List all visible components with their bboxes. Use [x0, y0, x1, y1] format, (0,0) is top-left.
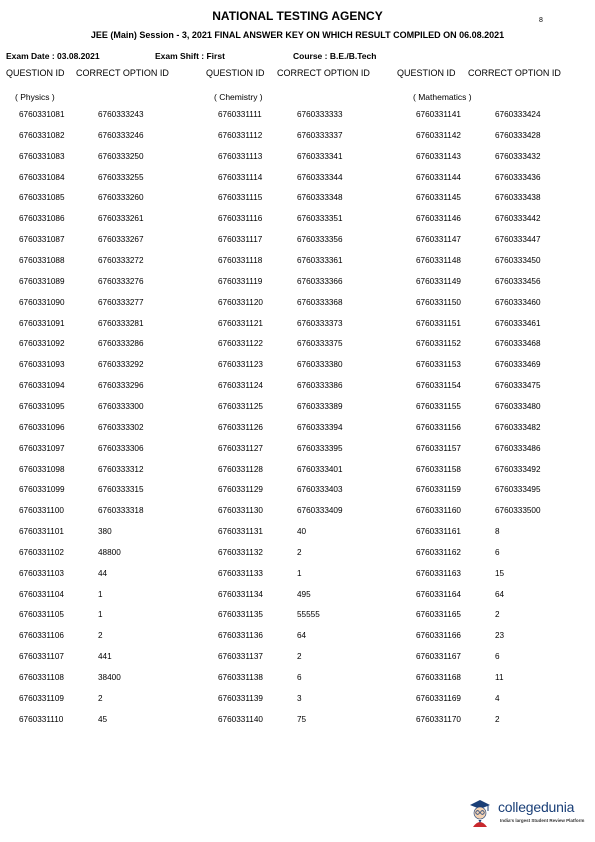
mathematics-correct-option-id: 6760333469	[495, 360, 541, 370]
mathematics-question-id: 6760331155	[416, 401, 461, 411]
chemistry-correct-option-id: 6760333344	[297, 172, 343, 182]
chemistry-correct-option-id: 495	[297, 589, 311, 599]
physics-question-id: 6760331083	[19, 151, 65, 161]
chemistry-correct-option-id: 55555	[297, 610, 320, 620]
col-header-question-id-3: QUESTION ID	[397, 68, 456, 78]
physics-correct-option-id: 6760333286	[98, 339, 144, 349]
physics-question-id: 6760331107	[19, 652, 64, 662]
physics-correct-option-id: 6760333302	[98, 422, 144, 432]
chemistry-question-id: 6760331131	[218, 527, 263, 536]
physics-correct-option-id: 6760333276	[98, 276, 144, 286]
mathematics-correct-option-id: 6760333432	[495, 151, 541, 161]
mathematics-correct-option-id: 6	[495, 652, 500, 662]
chemistry-correct-option-id: 2	[297, 652, 302, 662]
mathematics-question-id: 6760331164	[416, 589, 461, 599]
physics-correct-option-id: 6760333272	[98, 256, 144, 265]
page-number: 8	[539, 17, 543, 24]
agency-title: NATIONAL TESTING AGENCY	[212, 9, 383, 23]
mathematics-correct-option-id: 6760333492	[495, 464, 541, 474]
mathematics-question-id: 6760331170	[416, 714, 461, 724]
mathematics-question-id: 6760331154	[416, 381, 461, 391]
chemistry-correct-option-id: 75	[297, 714, 307, 724]
chemistry-correct-option-id: 40	[297, 527, 307, 536]
mathematics-correct-option-id: 6760333456	[495, 276, 541, 286]
mathematics-question-id: 6760331149	[416, 276, 461, 286]
physics-question-id: 6760331109	[19, 693, 64, 703]
chemistry-question-id: 6760331120	[218, 297, 263, 307]
physics-question-id: 6760331108	[19, 673, 64, 682]
physics-question-id: 6760331081	[19, 110, 65, 119]
physics-correct-option-id: 2	[98, 631, 103, 641]
chemistry-question-id: 6760331135	[218, 610, 263, 620]
mathematics-correct-option-id: 6760333500	[495, 506, 541, 516]
col-header-correct-option-1: CORRECT OPTION ID	[76, 68, 169, 78]
chemistry-question-id: 6760331111	[218, 110, 262, 119]
mathematics-question-id: 6760331146	[416, 214, 461, 224]
physics-question-id: 6760331082	[19, 130, 65, 140]
answer-key-title: JEE (Main) Session - 3, 2021 FINAL ANSWER KEY ON WHICH RESULT COMPILED ON 06.08.2021	[90, 30, 505, 40]
chemistry-question-id: 6760331117	[218, 235, 263, 245]
physics-question-id: 6760331092	[19, 339, 65, 349]
chemistry-correct-option-id: 6760333333	[297, 110, 343, 119]
chemistry-question-id: 6760331124	[218, 381, 263, 391]
course: Course : B.E./B.Tech	[293, 51, 377, 61]
physics-correct-option-id: 6760333281	[98, 318, 144, 328]
col-header-question-id-2: QUESTION ID	[206, 68, 265, 78]
mathematics-correct-option-id: 6760333428	[495, 130, 541, 140]
mathematics-question-id: 6760331165	[416, 610, 461, 620]
physics-question-id: 6760331089	[19, 276, 65, 286]
chemistry-correct-option-id: 2	[297, 547, 302, 557]
graduate-mascot-icon	[468, 798, 492, 828]
physics-correct-option-id: 2	[98, 693, 103, 703]
mathematics-question-id: 6760331144	[416, 172, 461, 182]
mathematics-question-id: 6760331141	[416, 110, 461, 119]
physics-question-id: 6760331106	[19, 631, 64, 641]
chemistry-question-id: 6760331133	[218, 568, 263, 578]
exam-shift: Exam Shift : First	[155, 51, 225, 61]
mathematics-correct-option-id: 6760333482	[495, 422, 541, 432]
mathematics-correct-option-id: 6760333424	[495, 110, 541, 119]
mathematics-question-id: 6760331147	[416, 235, 461, 245]
chemistry-question-id: 6760331115	[218, 193, 263, 203]
physics-question-id: 6760331086	[19, 214, 65, 224]
physics-correct-option-id: 1	[98, 589, 103, 599]
chemistry-question-id: 6760331118	[218, 256, 263, 265]
chemistry-question-id: 6760331128	[218, 464, 263, 474]
mathematics-question-id: 6760331168	[416, 673, 461, 682]
mathematics-question-id: 6760331143	[416, 151, 461, 161]
physics-correct-option-id: 6760333306	[98, 443, 144, 453]
chemistry-correct-option-id: 6760333395	[297, 443, 343, 453]
chemistry-correct-option-id: 6760333373	[297, 318, 343, 328]
mathematics-question-id: 6760331153	[416, 360, 461, 370]
chemistry-question-id: 6760331130	[218, 506, 263, 516]
mathematics-question-id: 6760331151	[416, 318, 461, 328]
mathematics-question-id: 6760331161	[416, 527, 461, 536]
physics-correct-option-id: 6760333312	[98, 464, 144, 474]
exam-date: Exam Date : 03.08.2021	[6, 51, 100, 61]
mathematics-correct-option-id: 6760333438	[495, 193, 541, 203]
physics-correct-option-id: 45	[98, 714, 108, 724]
chemistry-correct-option-id: 6760333380	[297, 360, 343, 370]
chemistry-correct-option-id: 3	[297, 693, 302, 703]
physics-question-id: 6760331090	[19, 297, 65, 307]
mathematics-correct-option-id: 6760333460	[495, 297, 541, 307]
physics-correct-option-id: 1	[98, 610, 103, 620]
mathematics-correct-option-id: 6	[495, 547, 500, 557]
chemistry-correct-option-id: 6760333403	[297, 485, 343, 495]
mathematics-correct-option-id: 6760333475	[495, 381, 541, 391]
chemistry-question-id: 6760331116	[218, 214, 263, 224]
logo-tagline: India's largest Student Review Platform	[500, 818, 585, 823]
physics-correct-option-id: 6760333261	[98, 214, 144, 224]
mathematics-question-id: 6760331162	[416, 547, 461, 557]
chemistry-question-id: 6760331114	[218, 172, 263, 182]
mathematics-question-id: 6760331150	[416, 297, 461, 307]
physics-question-id: 6760331099	[19, 485, 65, 495]
physics-correct-option-id: 6760333255	[98, 172, 144, 182]
mathematics-correct-option-id: 6760333486	[495, 443, 541, 453]
chemistry-correct-option-id: 6760333361	[297, 256, 343, 265]
physics-correct-option-id: 48800	[98, 547, 121, 557]
chemistry-correct-option-id: 64	[297, 631, 307, 641]
col-header-correct-option-2: CORRECT OPTION ID	[277, 68, 370, 78]
mathematics-question-id: 6760331160	[416, 506, 461, 516]
mathematics-question-id: 6760331163	[416, 568, 461, 578]
chemistry-correct-option-id: 6760333394	[297, 422, 343, 432]
physics-question-id: 6760331110	[19, 714, 64, 724]
physics-question-id: 6760331105	[19, 610, 64, 620]
mathematics-question-id: 6760331167	[416, 652, 461, 662]
chemistry-correct-option-id: 6760333368	[297, 297, 343, 307]
mathematics-correct-option-id: 11	[495, 673, 504, 682]
physics-correct-option-id: 380	[98, 527, 112, 536]
mathematics-correct-option-id: 64	[495, 589, 505, 599]
chemistry-correct-option-id: 6760333366	[297, 276, 343, 286]
physics-question-id: 6760331093	[19, 360, 65, 370]
chemistry-correct-option-id: 6	[297, 673, 302, 682]
mathematics-correct-option-id: 2	[495, 714, 500, 724]
chemistry-question-id: 6760331140	[218, 714, 263, 724]
physics-correct-option-id: 6760333246	[98, 130, 144, 140]
chemistry-correct-option-id: 6760333341	[297, 151, 343, 161]
physics-correct-option-id: 6760333296	[98, 381, 144, 391]
chemistry-question-id: 6760331122	[218, 339, 263, 349]
physics-correct-option-id: 6760333260	[98, 193, 144, 203]
mathematics-correct-option-id: 8	[495, 527, 500, 536]
mathematics-correct-option-id: 6760333461	[495, 318, 541, 328]
physics-question-id: 6760331088	[19, 256, 65, 265]
physics-correct-option-id: 44	[98, 568, 108, 578]
mathematics-question-id: 6760331142	[416, 130, 461, 140]
chemistry-correct-option-id: 6760333375	[297, 339, 343, 349]
chemistry-question-id: 6760331112	[218, 130, 263, 140]
chemistry-question-id: 6760331113	[218, 151, 263, 161]
physics-question-id: 6760331100	[19, 506, 64, 516]
chemistry-correct-option-id: 6760333337	[297, 130, 343, 140]
physics-correct-option-id: 6760333277	[98, 297, 144, 307]
mathematics-correct-option-id: 6760333450	[495, 256, 541, 265]
chemistry-correct-option-id: 6760333351	[297, 214, 343, 224]
physics-correct-option-id: 6760333250	[98, 151, 144, 161]
chemistry-question-id: 6760331125	[218, 401, 263, 411]
col-header-question-id-1: QUESTION ID	[6, 68, 65, 78]
physics-question-id: 6760331091	[19, 318, 65, 328]
mathematics-question-id: 6760331159	[416, 485, 461, 495]
subject-label-mathematics: ( Mathematics )	[413, 92, 472, 102]
chemistry-question-id: 6760331126	[218, 422, 263, 432]
mathematics-correct-option-id: 6760333436	[495, 172, 541, 182]
physics-question-id: 6760331096	[19, 422, 65, 432]
chemistry-question-id: 6760331139	[218, 693, 263, 703]
chemistry-question-id: 6760331127	[218, 443, 263, 453]
mathematics-question-id: 6760331166	[416, 631, 461, 641]
chemistry-correct-option-id: 6760333389	[297, 401, 343, 411]
chemistry-question-id: 6760331132	[218, 547, 263, 557]
mathematics-correct-option-id: 6760333447	[495, 235, 541, 245]
mathematics-question-id: 6760331148	[416, 256, 461, 265]
physics-question-id: 6760331084	[19, 172, 65, 182]
physics-question-id: 6760331103	[19, 568, 64, 578]
chemistry-question-id: 6760331134	[218, 589, 263, 599]
physics-question-id: 6760331097	[19, 443, 65, 453]
chemistry-correct-option-id: 6760333356	[297, 235, 343, 245]
mathematics-correct-option-id: 6760333480	[495, 401, 541, 411]
logo-wordmark: collegedunia	[498, 799, 575, 815]
chemistry-correct-option-id: 6760333348	[297, 193, 343, 203]
mathematics-correct-option-id: 15	[495, 568, 505, 578]
chemistry-question-id: 6760331129	[218, 485, 263, 495]
physics-correct-option-id: 6760333267	[98, 235, 144, 245]
collegedunia-logo	[468, 796, 592, 836]
physics-question-id: 6760331095	[19, 401, 65, 411]
chemistry-question-id: 6760331119	[218, 276, 263, 286]
mathematics-correct-option-id: 6760333442	[495, 214, 541, 224]
physics-correct-option-id: 6760333292	[98, 360, 144, 370]
col-header-correct-option-3: CORRECT OPTION ID	[468, 68, 561, 78]
chemistry-correct-option-id: 6760333409	[297, 506, 343, 516]
mathematics-correct-option-id: 23	[495, 631, 505, 641]
physics-question-id: 6760331094	[19, 381, 65, 391]
mathematics-correct-option-id: 4	[495, 693, 500, 703]
mathematics-correct-option-id: 2	[495, 610, 500, 620]
mathematics-question-id: 6760331169	[416, 693, 461, 703]
chemistry-correct-option-id: 1	[297, 568, 302, 578]
physics-question-id: 6760331102	[19, 547, 64, 557]
physics-question-id: 6760331087	[19, 235, 65, 245]
physics-question-id: 6760331085	[19, 193, 65, 203]
physics-question-id: 6760331104	[19, 589, 64, 599]
physics-question-id: 6760331098	[19, 464, 65, 474]
mathematics-question-id: 6760331152	[416, 339, 461, 349]
chemistry-question-id: 6760331123	[218, 360, 263, 370]
subject-label-chemistry: ( Chemistry )	[214, 92, 263, 102]
mathematics-question-id: 6760331145	[416, 193, 461, 203]
chemistry-question-id: 6760331137	[218, 652, 263, 662]
physics-correct-option-id: 6760333318	[98, 506, 144, 516]
physics-question-id: 6760331101	[19, 527, 64, 536]
chemistry-correct-option-id: 6760333386	[297, 381, 343, 391]
chemistry-question-id: 6760331136	[218, 631, 263, 641]
mathematics-question-id: 6760331156	[416, 422, 461, 432]
mathematics-question-id: 6760331157	[416, 443, 461, 453]
physics-correct-option-id: 441	[98, 652, 112, 662]
mathematics-correct-option-id: 6760333468	[495, 339, 541, 349]
physics-correct-option-id: 38400	[98, 673, 121, 682]
physics-correct-option-id: 6760333315	[98, 485, 144, 495]
physics-correct-option-id: 6760333243	[98, 110, 144, 119]
mathematics-correct-option-id: 6760333495	[495, 485, 541, 495]
mathematics-question-id: 6760331158	[416, 464, 461, 474]
physics-correct-option-id: 6760333300	[98, 401, 144, 411]
chemistry-correct-option-id: 6760333401	[297, 464, 343, 474]
chemistry-question-id: 6760331138	[218, 673, 263, 682]
subject-label-physics: ( Physics )	[15, 92, 55, 102]
chemistry-question-id: 6760331121	[218, 318, 263, 328]
